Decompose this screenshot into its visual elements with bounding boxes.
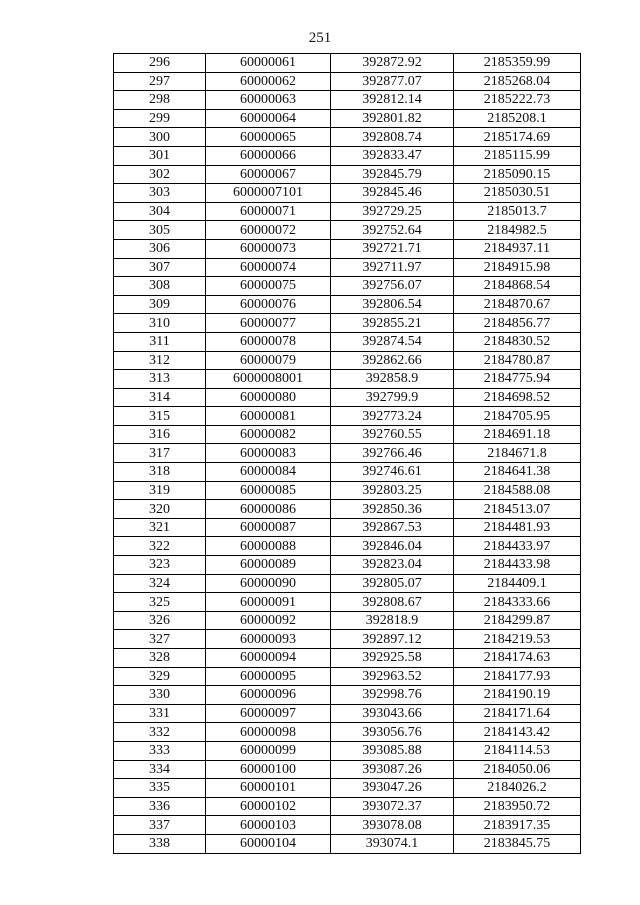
point-id-cell: 60000093 (206, 630, 331, 649)
table-row (114, 407, 581, 426)
point-id-cell: 60000091 (206, 593, 331, 612)
x-coordinate-cell: 392867.53 (331, 518, 454, 537)
x-coordinate-cell: 392721.71 (331, 239, 454, 258)
y-coordinate-cell: 2184671.8 (454, 444, 581, 463)
table-row (114, 741, 581, 760)
y-coordinate-cell: 2184219.53 (454, 630, 581, 649)
table-row (114, 72, 581, 91)
table-row (114, 314, 581, 333)
x-coordinate-cell: 393085.88 (331, 741, 454, 760)
y-coordinate-cell: 2184114.53 (454, 741, 581, 760)
point-id-cell: 60000088 (206, 537, 331, 556)
point-id-cell: 60000089 (206, 556, 331, 575)
point-id-cell: 60000087 (206, 518, 331, 537)
y-coordinate-cell: 2184143.42 (454, 723, 581, 742)
row-number-cell: 316 (114, 425, 206, 444)
y-coordinate-cell: 2184513.07 (454, 500, 581, 519)
point-id-cell: 60000092 (206, 611, 331, 630)
row-number-cell: 337 (114, 816, 206, 835)
row-number-cell: 299 (114, 109, 206, 128)
x-coordinate-cell: 392818.9 (331, 611, 454, 630)
point-id-cell: 60000086 (206, 500, 331, 519)
table-row (114, 332, 581, 351)
y-coordinate-cell: 2184641.38 (454, 463, 581, 482)
y-coordinate-cell: 2183917.35 (454, 816, 581, 835)
point-id-cell: 60000075 (206, 277, 331, 296)
row-number-cell: 322 (114, 537, 206, 556)
table-row (114, 556, 581, 575)
y-coordinate-cell: 2185208.1 (454, 109, 581, 128)
x-coordinate-cell: 392760.55 (331, 425, 454, 444)
point-id-cell: 60000097 (206, 704, 331, 723)
table-row (114, 221, 581, 240)
y-coordinate-cell: 2184409.1 (454, 574, 581, 593)
point-id-cell: 60000096 (206, 686, 331, 705)
y-coordinate-cell: 2184050.06 (454, 760, 581, 779)
y-coordinate-cell: 2184433.98 (454, 556, 581, 575)
table-row (114, 54, 581, 73)
point-id-cell: 60000072 (206, 221, 331, 240)
row-number-cell: 331 (114, 704, 206, 723)
row-number-cell: 321 (114, 518, 206, 537)
y-coordinate-cell: 2185090.15 (454, 165, 581, 184)
table-row (114, 109, 581, 128)
table-row (114, 834, 581, 853)
x-coordinate-cell: 392773.24 (331, 407, 454, 426)
table-row (114, 779, 581, 798)
row-number-cell: 303 (114, 184, 206, 203)
y-coordinate-cell: 2184915.98 (454, 258, 581, 277)
y-coordinate-cell: 2184870.67 (454, 295, 581, 314)
coordinates-table (113, 53, 581, 854)
point-id-cell: 60000082 (206, 425, 331, 444)
row-number-cell: 306 (114, 239, 206, 258)
x-coordinate-cell: 392874.54 (331, 332, 454, 351)
row-number-cell: 313 (114, 370, 206, 389)
y-coordinate-cell: 2184780.87 (454, 351, 581, 370)
y-coordinate-cell: 2184026.2 (454, 779, 581, 798)
x-coordinate-cell: 392729.25 (331, 202, 454, 221)
x-coordinate-cell: 393078.08 (331, 816, 454, 835)
row-number-cell: 308 (114, 277, 206, 296)
table-row (114, 667, 581, 686)
point-id-cell: 60000073 (206, 239, 331, 258)
x-coordinate-cell: 393043.66 (331, 704, 454, 723)
row-number-cell: 315 (114, 407, 206, 426)
table-row (114, 202, 581, 221)
table-row (114, 537, 581, 556)
row-number-cell: 304 (114, 202, 206, 221)
x-coordinate-cell: 392872.92 (331, 54, 454, 73)
y-coordinate-cell: 2185030.51 (454, 184, 581, 203)
point-id-cell: 60000074 (206, 258, 331, 277)
point-id-cell: 60000064 (206, 109, 331, 128)
row-number-cell: 332 (114, 723, 206, 742)
row-number-cell: 324 (114, 574, 206, 593)
row-number-cell: 327 (114, 630, 206, 649)
point-id-cell: 60000084 (206, 463, 331, 482)
y-coordinate-cell: 2184868.54 (454, 277, 581, 296)
y-coordinate-cell: 2185115.99 (454, 146, 581, 165)
x-coordinate-cell: 392806.54 (331, 295, 454, 314)
y-coordinate-cell: 2185268.04 (454, 72, 581, 91)
x-coordinate-cell: 392812.14 (331, 91, 454, 110)
y-coordinate-cell: 2183950.72 (454, 797, 581, 816)
x-coordinate-cell: 392808.67 (331, 593, 454, 612)
x-coordinate-cell: 392711.97 (331, 258, 454, 277)
point-id-cell: 60000080 (206, 388, 331, 407)
x-coordinate-cell: 392803.25 (331, 481, 454, 500)
point-id-cell: 60000104 (206, 834, 331, 853)
row-number-cell: 312 (114, 351, 206, 370)
x-coordinate-cell: 392845.79 (331, 165, 454, 184)
y-coordinate-cell: 2184691.18 (454, 425, 581, 444)
table-row (114, 239, 581, 258)
y-coordinate-cell: 2184830.52 (454, 332, 581, 351)
table-row (114, 146, 581, 165)
y-coordinate-cell: 2185174.69 (454, 128, 581, 147)
x-coordinate-cell: 392766.46 (331, 444, 454, 463)
table-row (114, 574, 581, 593)
point-id-cell: 60000098 (206, 723, 331, 742)
table-row (114, 295, 581, 314)
point-id-cell: 60000085 (206, 481, 331, 500)
row-number-cell: 323 (114, 556, 206, 575)
y-coordinate-cell: 2184698.52 (454, 388, 581, 407)
row-number-cell: 329 (114, 667, 206, 686)
table-row (114, 797, 581, 816)
point-id-cell: 60000071 (206, 202, 331, 221)
row-number-cell: 300 (114, 128, 206, 147)
row-number-cell: 333 (114, 741, 206, 760)
y-coordinate-cell: 2184190.19 (454, 686, 581, 705)
x-coordinate-cell: 393056.76 (331, 723, 454, 742)
table-row (114, 425, 581, 444)
point-id-cell: 60000083 (206, 444, 331, 463)
point-id-cell: 60000065 (206, 128, 331, 147)
table-row (114, 686, 581, 705)
y-coordinate-cell: 2184856.77 (454, 314, 581, 333)
point-id-cell: 60000101 (206, 779, 331, 798)
point-id-cell: 60000100 (206, 760, 331, 779)
table-row (114, 370, 581, 389)
table-row (114, 611, 581, 630)
table-row (114, 277, 581, 296)
point-id-cell: 60000090 (206, 574, 331, 593)
page-number: 251 (308, 30, 332, 46)
row-number-cell: 317 (114, 444, 206, 463)
x-coordinate-cell: 392845.46 (331, 184, 454, 203)
point-id-cell: 60000076 (206, 295, 331, 314)
y-coordinate-cell: 2183845.75 (454, 834, 581, 853)
point-id-cell: 60000094 (206, 649, 331, 668)
x-coordinate-cell: 393047.26 (331, 779, 454, 798)
table-row (114, 760, 581, 779)
x-coordinate-cell: 392862.66 (331, 351, 454, 370)
point-id-cell: 60000062 (206, 72, 331, 91)
point-id-cell: 60000061 (206, 54, 331, 73)
x-coordinate-cell: 392963.52 (331, 667, 454, 686)
table-row (114, 593, 581, 612)
table-row (114, 704, 581, 723)
y-coordinate-cell: 2184982.5 (454, 221, 581, 240)
x-coordinate-cell: 392833.47 (331, 146, 454, 165)
x-coordinate-cell: 392756.07 (331, 277, 454, 296)
row-number-cell: 320 (114, 500, 206, 519)
table-row (114, 128, 581, 147)
table-row (114, 463, 581, 482)
row-number-cell: 338 (114, 834, 206, 853)
point-id-cell: 60000095 (206, 667, 331, 686)
table-row (114, 518, 581, 537)
row-number-cell: 325 (114, 593, 206, 612)
x-coordinate-cell: 392850.36 (331, 500, 454, 519)
table-row (114, 630, 581, 649)
x-coordinate-cell: 393074.1 (331, 834, 454, 853)
row-number-cell: 319 (114, 481, 206, 500)
y-coordinate-cell: 2184177.93 (454, 667, 581, 686)
table-row (114, 351, 581, 370)
coordinates-table-body (114, 54, 581, 854)
x-coordinate-cell: 392799.9 (331, 388, 454, 407)
row-number-cell: 311 (114, 332, 206, 351)
table-row (114, 444, 581, 463)
row-number-cell: 305 (114, 221, 206, 240)
table-row (114, 481, 581, 500)
row-number-cell: 307 (114, 258, 206, 277)
row-number-cell: 298 (114, 91, 206, 110)
x-coordinate-cell: 392823.04 (331, 556, 454, 575)
table-row (114, 388, 581, 407)
point-id-cell: 60000077 (206, 314, 331, 333)
point-id-cell: 60000103 (206, 816, 331, 835)
row-number-cell: 314 (114, 388, 206, 407)
point-id-cell: 60000067 (206, 165, 331, 184)
point-id-cell: 60000079 (206, 351, 331, 370)
x-coordinate-cell: 392877.07 (331, 72, 454, 91)
point-id-cell: 6000008001 (206, 370, 331, 389)
point-id-cell: 60000081 (206, 407, 331, 426)
x-coordinate-cell: 392925.58 (331, 649, 454, 668)
row-number-cell: 326 (114, 611, 206, 630)
row-number-cell: 336 (114, 797, 206, 816)
row-number-cell: 302 (114, 165, 206, 184)
x-coordinate-cell: 393072.37 (331, 797, 454, 816)
y-coordinate-cell: 2184174.63 (454, 649, 581, 668)
x-coordinate-cell: 392746.61 (331, 463, 454, 482)
row-number-cell: 334 (114, 760, 206, 779)
y-coordinate-cell: 2185222.73 (454, 91, 581, 110)
y-coordinate-cell: 2185013.7 (454, 202, 581, 221)
point-id-cell: 60000078 (206, 332, 331, 351)
point-id-cell: 60000063 (206, 91, 331, 110)
point-id-cell: 60000066 (206, 146, 331, 165)
table-row (114, 258, 581, 277)
x-coordinate-cell: 392808.74 (331, 128, 454, 147)
row-number-cell: 297 (114, 72, 206, 91)
table-row (114, 723, 581, 742)
row-number-cell: 318 (114, 463, 206, 482)
row-number-cell: 301 (114, 146, 206, 165)
y-coordinate-cell: 2184705.95 (454, 407, 581, 426)
x-coordinate-cell: 392858.9 (331, 370, 454, 389)
point-id-cell: 60000102 (206, 797, 331, 816)
row-number-cell: 309 (114, 295, 206, 314)
table-row (114, 649, 581, 668)
x-coordinate-cell: 392805.07 (331, 574, 454, 593)
y-coordinate-cell: 2184775.94 (454, 370, 581, 389)
x-coordinate-cell: 392752.64 (331, 221, 454, 240)
x-coordinate-cell: 392846.04 (331, 537, 454, 556)
point-id-cell: 60000099 (206, 741, 331, 760)
table-row (114, 500, 581, 519)
row-number-cell: 330 (114, 686, 206, 705)
x-coordinate-cell: 392801.82 (331, 109, 454, 128)
table-row (114, 165, 581, 184)
y-coordinate-cell: 2185359.99 (454, 54, 581, 73)
table-row (114, 184, 581, 203)
row-number-cell: 335 (114, 779, 206, 798)
table-row (114, 816, 581, 835)
row-number-cell: 310 (114, 314, 206, 333)
table-row (114, 91, 581, 110)
y-coordinate-cell: 2184588.08 (454, 481, 581, 500)
x-coordinate-cell: 393087.26 (331, 760, 454, 779)
point-id-cell: 6000007101 (206, 184, 331, 203)
row-number-cell: 296 (114, 54, 206, 73)
x-coordinate-cell: 392855.21 (331, 314, 454, 333)
y-coordinate-cell: 2184333.66 (454, 593, 581, 612)
y-coordinate-cell: 2184937.11 (454, 239, 581, 258)
y-coordinate-cell: 2184171.64 (454, 704, 581, 723)
y-coordinate-cell: 2184299.87 (454, 611, 581, 630)
y-coordinate-cell: 2184433.97 (454, 537, 581, 556)
row-number-cell: 328 (114, 649, 206, 668)
x-coordinate-cell: 392998.76 (331, 686, 454, 705)
x-coordinate-cell: 392897.12 (331, 630, 454, 649)
y-coordinate-cell: 2184481.93 (454, 518, 581, 537)
